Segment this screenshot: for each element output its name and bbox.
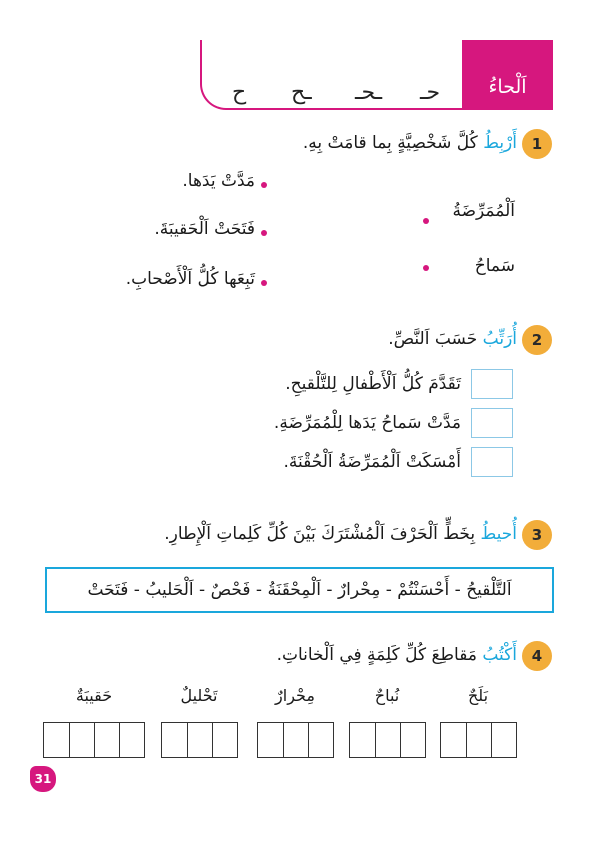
section-4-verb: أَكْتُبُ <box>482 645 517 665</box>
action-1: مَدَّتْ يَدَها. <box>182 171 255 191</box>
section-3-instruction <box>164 524 517 544</box>
syllable-cell[interactable] <box>308 723 333 757</box>
word-label-4: تَحْليلٌ <box>180 686 218 705</box>
action-3: تَبِعَها كُلُّ اَلْأَصْحابِ. <box>125 269 255 289</box>
order-box-2[interactable] <box>471 408 513 438</box>
lesson-title: اَلْحاءُ <box>488 76 527 98</box>
syllable-cell[interactable] <box>441 723 466 757</box>
section-3-text: بِخَطٍّ اَلْحَرْفَ اَلْمُشْتَرَكَ بَيْنَ كُلِّ كَلِماتِ اَلْإِطارِ. <box>164 524 476 544</box>
syllable-cell[interactable] <box>69 723 94 757</box>
action-dot-2[interactable] <box>261 230 267 236</box>
letter-form-initial: حـ <box>420 80 441 105</box>
section-3-verb: أُحيطُ <box>480 524 517 544</box>
syllable-cell[interactable] <box>375 723 400 757</box>
word-label-5: حَقيبَةٌ <box>75 686 113 705</box>
action-dot-1[interactable] <box>261 182 267 188</box>
syllable-cell[interactable] <box>119 723 144 757</box>
syllable-cell[interactable] <box>466 723 491 757</box>
section-2-instruction <box>388 329 517 349</box>
syllable-cell[interactable] <box>212 723 237 757</box>
header-title-tab <box>462 40 553 110</box>
section-1-verb: أَرْبِطُ <box>483 133 517 153</box>
sentence-3: أَمْسَكَتْ اَلْمُمَرِّضَةُ اَلْحُقْنَةَ. <box>283 452 461 472</box>
words-frame[interactable] <box>45 567 554 613</box>
character-2: سَماحُ <box>474 256 515 276</box>
syllable-cell[interactable] <box>44 723 69 757</box>
word-label-2: نُباحٌ <box>374 686 400 705</box>
action-2: فَتَحَتْ اَلْحَقيبَةَ. <box>154 219 255 239</box>
syllable-cell[interactable] <box>400 723 425 757</box>
syllable-grid-3[interactable] <box>257 722 334 758</box>
syllable-cell[interactable] <box>350 723 375 757</box>
section-1-badge: 1 <box>522 129 552 159</box>
section-4-text: مَقاطِعَ كُلِّ كَلِمَةٍ فِي اَلْخاناتِ. <box>276 645 477 665</box>
sentence-1: تَقَدَّمَ كُلُّ اَلْأَطْفالِ لِلتَّلْقيحِ. <box>285 374 461 394</box>
syllable-grid-1[interactable] <box>440 722 517 758</box>
syllable-cell[interactable] <box>283 723 308 757</box>
character-dot-2[interactable] <box>423 265 429 271</box>
words-line: اَلتَّلْقيحُ - أَحْسَنْتُمْ - مِحْرارٌ - اَلْمِحْقَنَةُ - فَحْصٌ - اَلْحَليبُ - فَتَحَتْ <box>87 580 512 600</box>
section-3-badge: 3 <box>522 520 552 550</box>
section-4-badge: 4 <box>522 641 552 671</box>
section-2-badge: 2 <box>522 325 552 355</box>
word-label-3: مِحْرارٌ <box>275 686 315 705</box>
letter-form-final: ـح <box>291 80 312 105</box>
character-1: اَلْمُمَرِّضَةُ <box>452 201 515 221</box>
syllable-cell[interactable] <box>94 723 119 757</box>
section-4-instruction <box>277 645 517 665</box>
syllable-cell[interactable] <box>258 723 283 757</box>
section-2-verb: أُرَتِّبُ <box>482 329 517 349</box>
syllable-cell[interactable] <box>187 723 212 757</box>
letter-form-medial: ـحـ <box>355 80 383 105</box>
syllable-grid-2[interactable] <box>349 722 426 758</box>
word-label-1: بَلَحٌ <box>467 686 489 705</box>
syllable-grid-4[interactable] <box>161 722 238 758</box>
syllable-grid-5[interactable] <box>43 722 145 758</box>
character-dot-1[interactable] <box>423 218 429 224</box>
letter-form-isolated: ح <box>232 80 247 105</box>
page-number: 31 <box>30 766 56 792</box>
syllable-cell[interactable] <box>491 723 516 757</box>
section-1-text: كُلَّ شَخْصِيَّةٍ بِما قامَتْ بِهِ. <box>302 133 478 153</box>
section-1-instruction <box>303 133 517 153</box>
syllable-cell[interactable] <box>162 723 187 757</box>
order-box-3[interactable] <box>471 447 513 477</box>
sentence-2: مَدَّتْ سَماحُ يَدَها لِلْمُمَرِّضَةِ. <box>273 413 461 433</box>
action-dot-3[interactable] <box>261 280 267 286</box>
section-2-text: حَسَبَ اَلنَّصِّ. <box>388 329 478 349</box>
order-box-1[interactable] <box>471 369 513 399</box>
